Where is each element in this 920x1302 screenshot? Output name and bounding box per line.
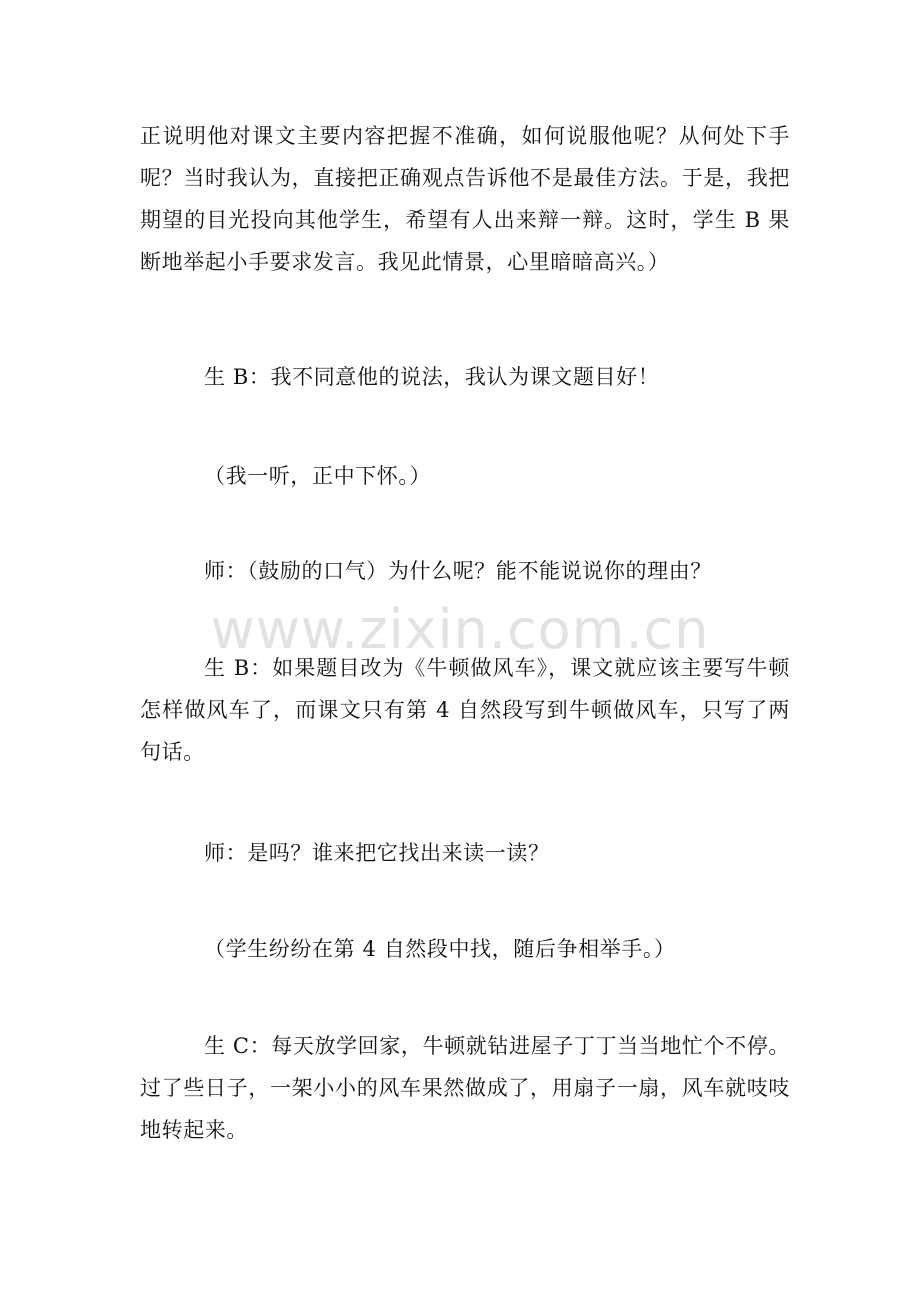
paragraph-student-b-reply: 生 B：我不同意他的说法，我认为课文题目好！ [204,365,660,389]
paragraph-teacher-prompt: 师：是吗？谁来把它找出来读一读？ [204,841,550,865]
paragraph-teacher-note: （我一听，正中下怀。） [204,464,432,488]
paragraph-class-action: （学生纷纷在第 4 自然段中找，随后争相举手。） [204,937,676,961]
paragraph-teacher-question: 师：（鼓励的口气）为什么呢？能不能说说你的理由？ [204,559,712,583]
watermark-text: www.zixin.com.cn [210,598,710,661]
paragraph-continuation: 正说明他对课文主要内容把握不准确，如何说服他呢？从何处下手呢？当时我认为，直接把正确观点告诉他不是最佳方法。于是，我把期望的目光投向其他学生，希望有人出来辩一辩。这时，学生 B 果断地举起小手要求发言。我见此情景，心里暗暗高兴。） [140,124,790,274]
paragraph-student-c-reading: 生 C：每天放学回家，牛顿就钻进屋子丁丁当当地忙个不停。过了些日子，一架小小的风车果然做成了，用扇子一扇，风车就吱吱地转起来。 [140,1034,790,1142]
paragraph-student-b-reason: 生 B：如果题目改为《牛顿做风车》，课文就应该主要写牛顿怎样做风车了，而课文只有第 4 自然段写到牛顿做风车，只写了两句话。 [140,656,790,764]
